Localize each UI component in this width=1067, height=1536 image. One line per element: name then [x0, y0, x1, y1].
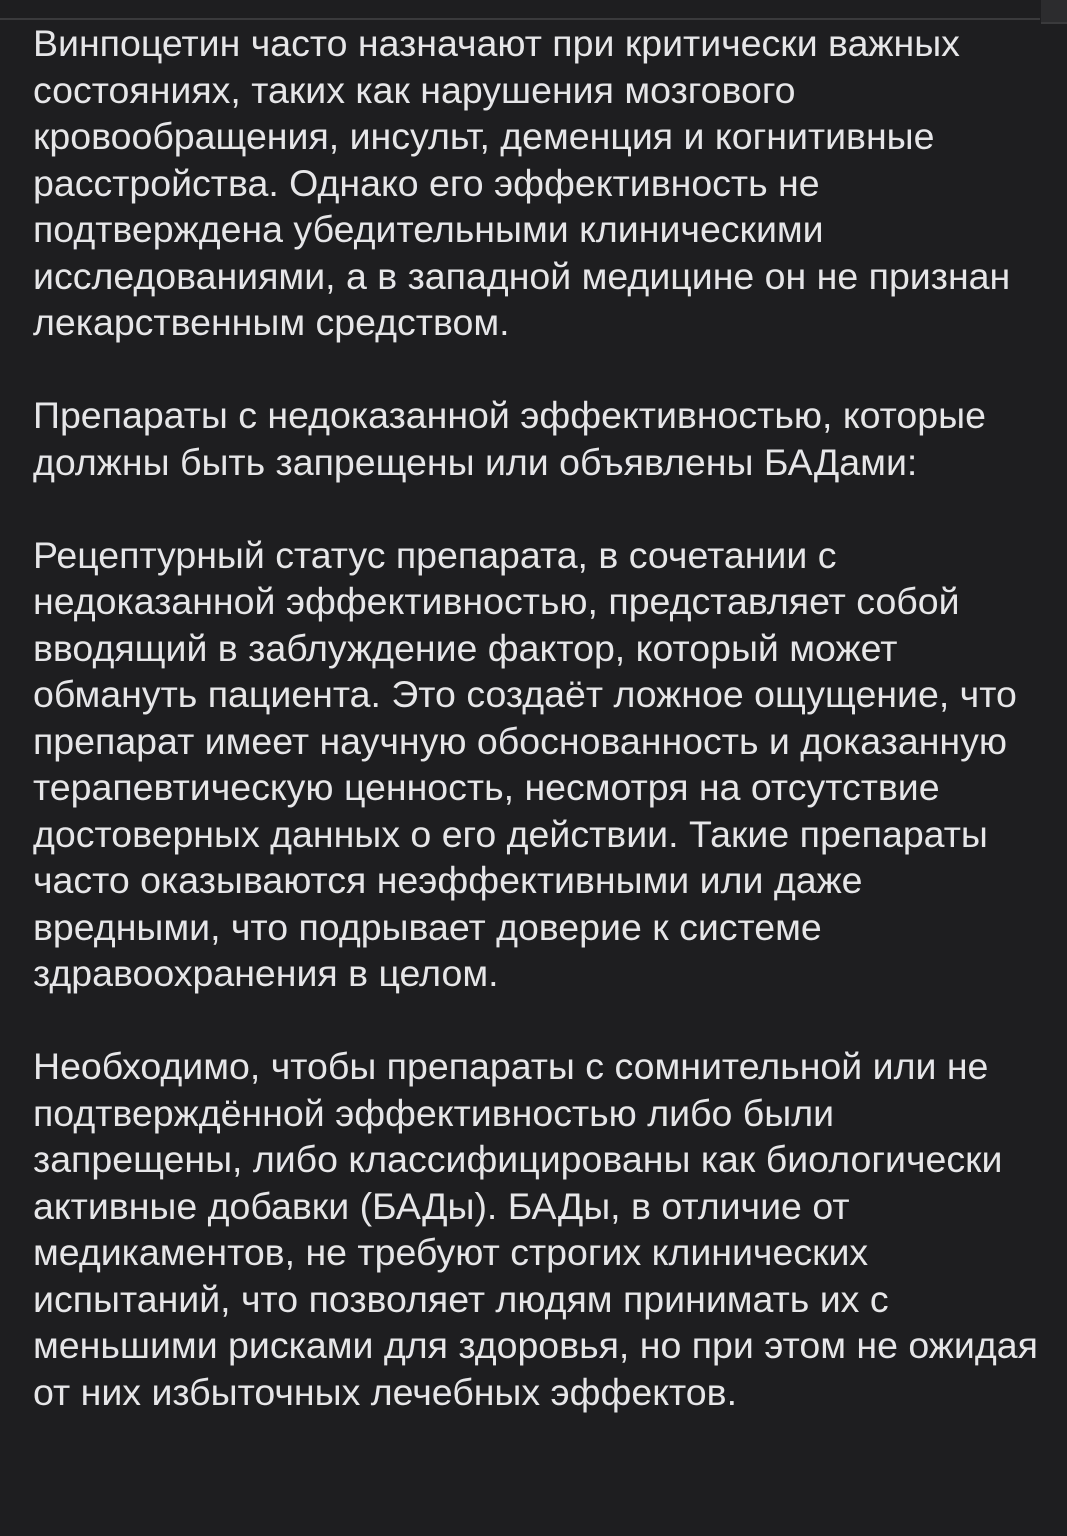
paragraph-prescription-status: Рецептурный статус препарата, в сочетании с недоказанной эффективностью, представляет собой вводящий в заблуждение фактор, который может обмануть пациента. Это создаёт ложное ощущение, что препарат имеет научную обоснованность и доказанную терапевтическую ценность, несмотря на отсутствие достоверных данных о его действии. Такие препараты часто оказываются неэффективными или даже вредными, что подрывает доверие к системе здравоохранения в целом.	[33, 533, 1017, 994]
message-text	[33, 20, 1043, 1415]
scrollbar[interactable]	[1041, 0, 1067, 24]
paragraph-heading: Препараты с недоказанной эффективностью, которые должны быть запрещены или объявлены БАДами:	[33, 394, 986, 483]
paragraph-vinpocetine: Винпоцетин часто назначают при критически важных состояниях, таких как нарушения мозгового кровообращения, инсульт, деменция и когнитивные расстройства. Однако его эффективность не подтверждена убедительными клиническими исследованиями, а в западной медицине он не признан лекарственным средством.	[33, 22, 1011, 343]
paragraph-conclusion: Необходимо, чтобы препараты с сомнительной или не подтверждённой эффективностью либо были запрещены, либо классифицированы как биологически активные добавки (БАДы). БАДы, в отличие от медикаментов, не требуют строгих клинических испытаний, что позволяет людям принимать их с меньшими рисками для здоровья, но при этом не ожидая от них избыточных лечебных эффектов.	[33, 1045, 1038, 1413]
